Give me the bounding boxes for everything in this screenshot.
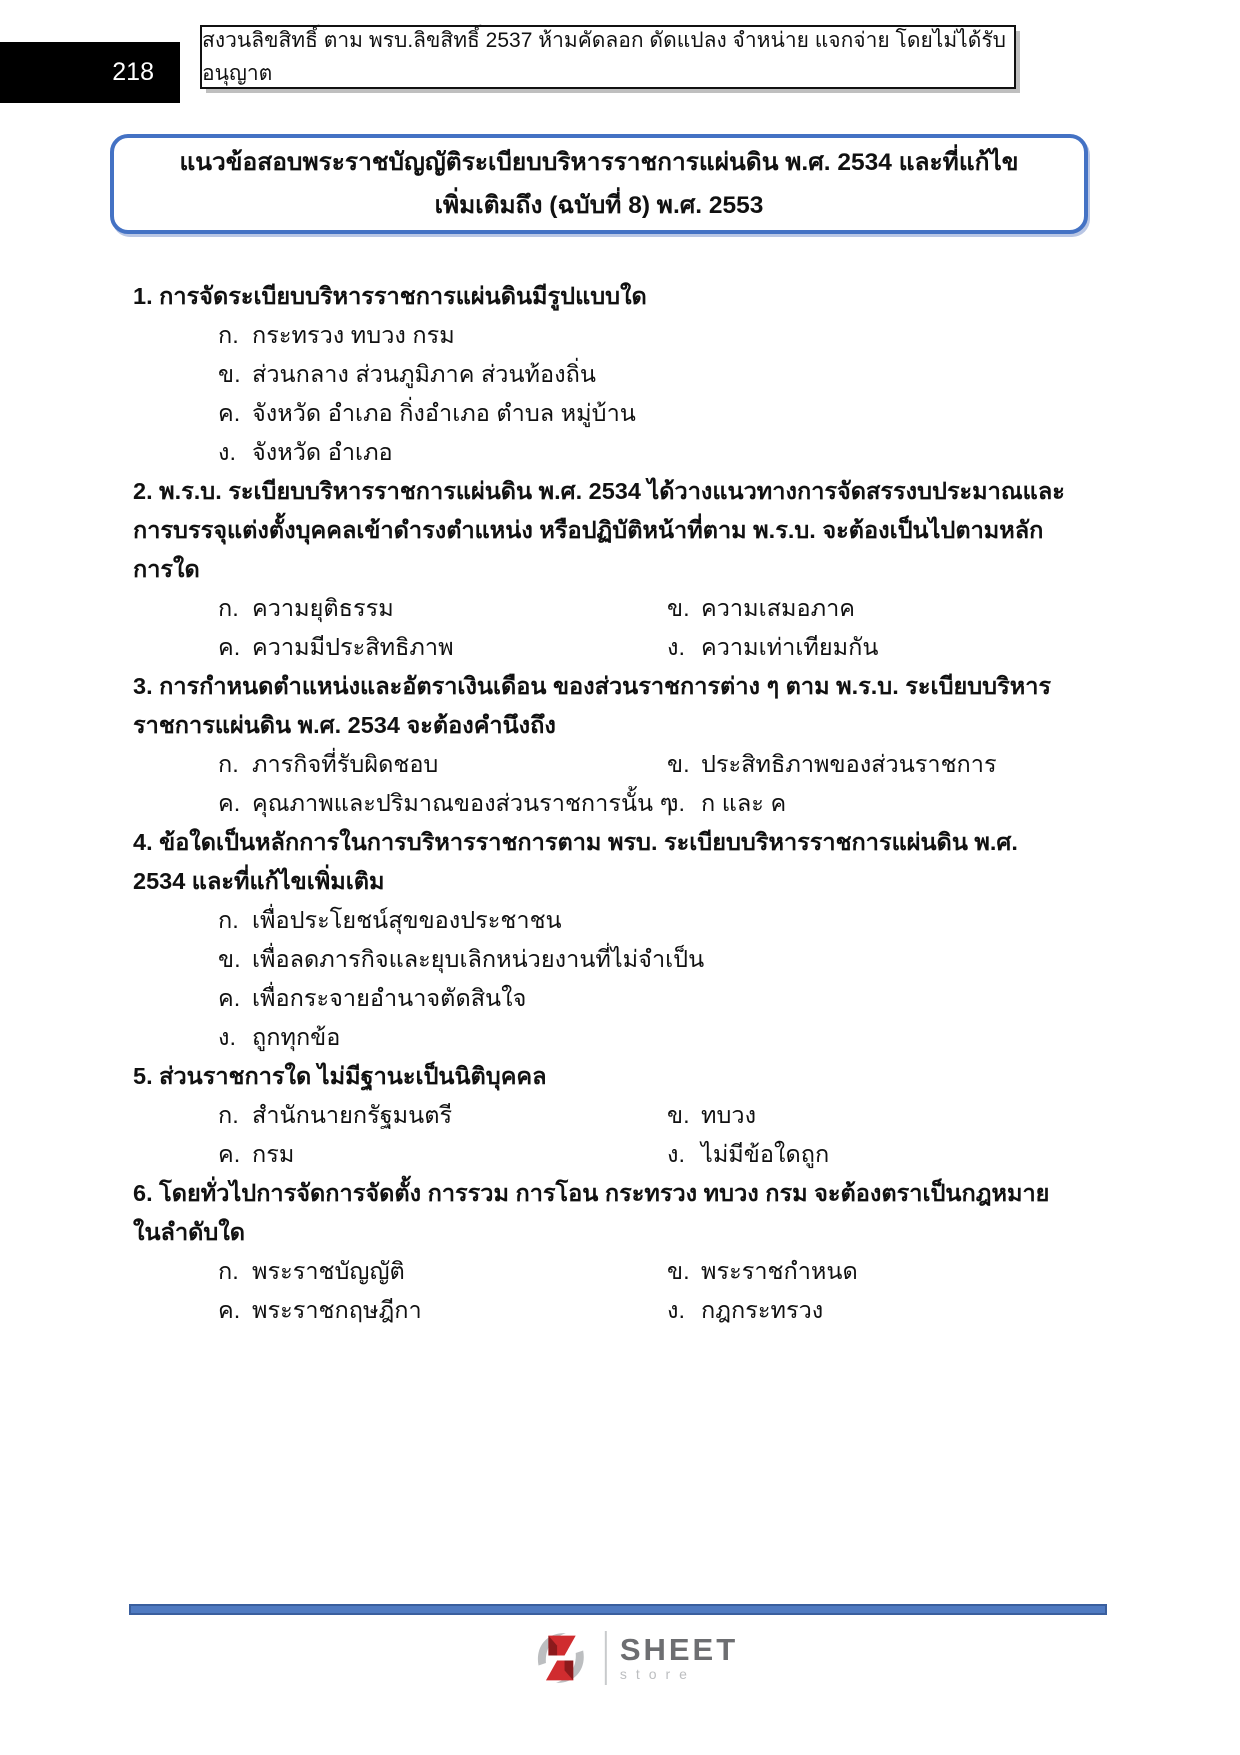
brand-name: SHEET: [619, 1631, 739, 1667]
question: [133, 1174, 1068, 1330]
option-label: ก.: [218, 1102, 239, 1128]
option: [218, 784, 673, 823]
question: [133, 667, 1068, 823]
option-text: กรม: [252, 1141, 295, 1167]
option-text: ความเท่าเทียมกัน: [701, 634, 879, 660]
option-text: ก และ ค: [701, 790, 787, 816]
question: [133, 472, 1068, 667]
option-label: ข.: [667, 751, 690, 777]
option-label: ข.: [667, 1258, 690, 1284]
logo-divider: [605, 1631, 607, 1685]
option: [218, 589, 667, 628]
option-text: ภารกิจที่รับผิดชอบ: [252, 751, 439, 777]
option-label: ง.: [218, 439, 237, 465]
option-list: [218, 589, 1068, 667]
copyright-notice: สงวนลิขสิทธิ์ ตาม พรบ.ลิขสิทธิ์ 2537 ห้ามคัดลอก ดัดแปลง จำหน่าย แจกจ่าย โดยไม่ได้รับอนุญาต: [202, 29, 1006, 85]
option-text: ทบวง: [701, 1102, 757, 1128]
option-text: เพื่อประโยชน์สุขของประชาชน: [252, 907, 562, 933]
option-text: จังหวัด อำเภอ กิ่งอำเภอ ตำบล หมู่บ้าน: [252, 400, 636, 426]
option-label: ค.: [218, 1141, 241, 1167]
option-label: ค.: [218, 985, 241, 1011]
option: [667, 1291, 1068, 1330]
option: [667, 1135, 1068, 1174]
question: [133, 277, 1068, 472]
option-text: กระทรวง ทบวง กรม: [252, 322, 455, 348]
option: [667, 1096, 1068, 1135]
option-list: [218, 316, 1068, 472]
option-label: ก.: [218, 751, 239, 777]
option: [218, 1291, 667, 1330]
copyright-notice-box: [200, 25, 1016, 89]
option-label: ค.: [218, 790, 241, 816]
option: [218, 433, 1068, 472]
option-label: ก.: [218, 322, 239, 348]
question-text: 5. ส่วนราชการใด ไม่มีฐานะเป็นนิติบุคคล: [133, 1063, 547, 1089]
option-label: ง.: [218, 1024, 237, 1050]
option-text: ถูกทุกข้อ: [252, 1024, 341, 1050]
option-text: สำนักนายกรัฐมนตรี: [252, 1102, 453, 1128]
option-text: ประสิทธิภาพของส่วนราชการ: [701, 751, 997, 777]
option-list: [218, 1252, 1068, 1330]
question: [133, 823, 1068, 1057]
option: [218, 1252, 667, 1291]
option-text: พระราชกฤษฎีกา: [252, 1297, 422, 1323]
footer-divider: [129, 1604, 1107, 1615]
brand-subtitle: store: [619, 1665, 696, 1682]
option-label: ข.: [667, 595, 690, 621]
option-label: ข.: [218, 946, 241, 972]
option: [218, 745, 667, 784]
option-text: เพื่อกระจายอำนาจตัดสินใจ: [252, 985, 527, 1011]
option-text: เพื่อลดภารกิจและยุบเลิกหน่วยงานที่ไม่จำเป็น: [252, 946, 705, 972]
document-title: แนวข้อสอบพระราชบัญญัติระเบียบบริหารราชการแผ่นดิน พ.ศ. 2534 และที่แก้ไขเพิ่มเติมถึง (ฉบับที่ 8) พ.ศ. 2553: [179, 149, 1019, 219]
option: [667, 784, 1068, 823]
option: [218, 1018, 1068, 1057]
option-text: จังหวัด อำเภอ: [252, 439, 393, 465]
option-label: ง.: [667, 1141, 686, 1167]
question-list: [133, 277, 1068, 1330]
option: [218, 355, 1068, 394]
option-list: [218, 745, 1068, 823]
option-text: ไม่มีข้อใดถูก: [701, 1141, 830, 1167]
option-label: ค.: [218, 1297, 241, 1323]
question-text: 4. ข้อใดเป็นหลักการในการบริหารราชการตาม พรบ. ระเบียบบริหารราชการแผ่นดิน พ.ศ. 2534 และที่แก้ไขเพิ่มเติม: [133, 829, 1018, 894]
option-text: กฎกระทรวง: [701, 1297, 824, 1323]
option: [218, 901, 1068, 940]
option: [218, 940, 1068, 979]
option-text: ความมีประสิทธิภาพ: [252, 634, 454, 660]
option: [218, 979, 1068, 1018]
option-text: ความยุติธรรม: [252, 595, 394, 621]
option: [667, 745, 1068, 784]
option: [218, 628, 667, 667]
option-label: ค.: [218, 400, 241, 426]
option-list: [218, 1096, 1068, 1174]
option-label: ง.: [667, 634, 686, 660]
option: [218, 1135, 667, 1174]
option-label: ก.: [218, 595, 239, 621]
sheet-store-logo: [530, 1626, 738, 1690]
brand-text: [619, 1631, 739, 1682]
option-text: ความเสมอภาค: [701, 595, 855, 621]
option-text: พระราชบัญญัติ: [252, 1258, 405, 1284]
question: [133, 1057, 1068, 1174]
option-list: [218, 901, 1068, 1057]
question-text: 3. การกำหนดตำแหน่งและอัตราเงินเดือน ของส่วนราชการต่าง ๆ ตาม พ.ร.บ. ระเบียบบริหารราชการแผ่นดิน พ.ศ. 2534 จะต้องคำนึงถึง: [133, 673, 1052, 738]
document-title-box: [110, 134, 1088, 234]
option-label: ก.: [218, 907, 239, 933]
option-label: ข.: [667, 1102, 690, 1128]
option: [218, 394, 1068, 433]
option-text: ส่วนกลาง ส่วนภูมิภาค ส่วนท้องถิ่น: [252, 361, 596, 387]
option: [667, 1252, 1068, 1291]
option: [667, 628, 1068, 667]
option-label: ง.: [667, 790, 686, 816]
page-number-box: [0, 42, 180, 103]
option: [218, 1096, 667, 1135]
option-label: ก.: [218, 1258, 239, 1284]
option-label: ง.: [667, 1297, 686, 1323]
option: [218, 316, 1068, 355]
option-label: ค.: [218, 634, 241, 660]
question-text: 2. พ.ร.บ. ระเบียบบริหารราชการแผ่นดิน พ.ศ. 2534 ได้วางแนวทางการจัดสรรงบประมาณและการบรรจุแต่งตั้งบุคคลเข้าดำรงตำแหน่ง หรือปฏิบัติหน้าที่ตาม พ.ร.บ. จะต้องเป็นไปตามหลักการใด: [133, 478, 1065, 582]
option-text: พระราชกำหนด: [701, 1258, 858, 1284]
s-swoosh-icon: [530, 1626, 592, 1690]
option-text: คุณภาพและปริมาณของส่วนราชการนั้น ๆ: [252, 790, 673, 816]
option-label: ข.: [218, 361, 241, 387]
question-text: 6. โดยทั่วไปการจัดการจัดตั้ง การรวม การโอน กระทรวง ทบวง กรม จะต้องตราเป็นกฎหมายในลำดับใด: [133, 1180, 1050, 1245]
option: [667, 589, 1068, 628]
question-text: 1. การจัดระเบียบบริหารราชการแผ่นดินมีรูปแบบใด: [133, 283, 647, 309]
page-number: 218: [112, 58, 154, 86]
